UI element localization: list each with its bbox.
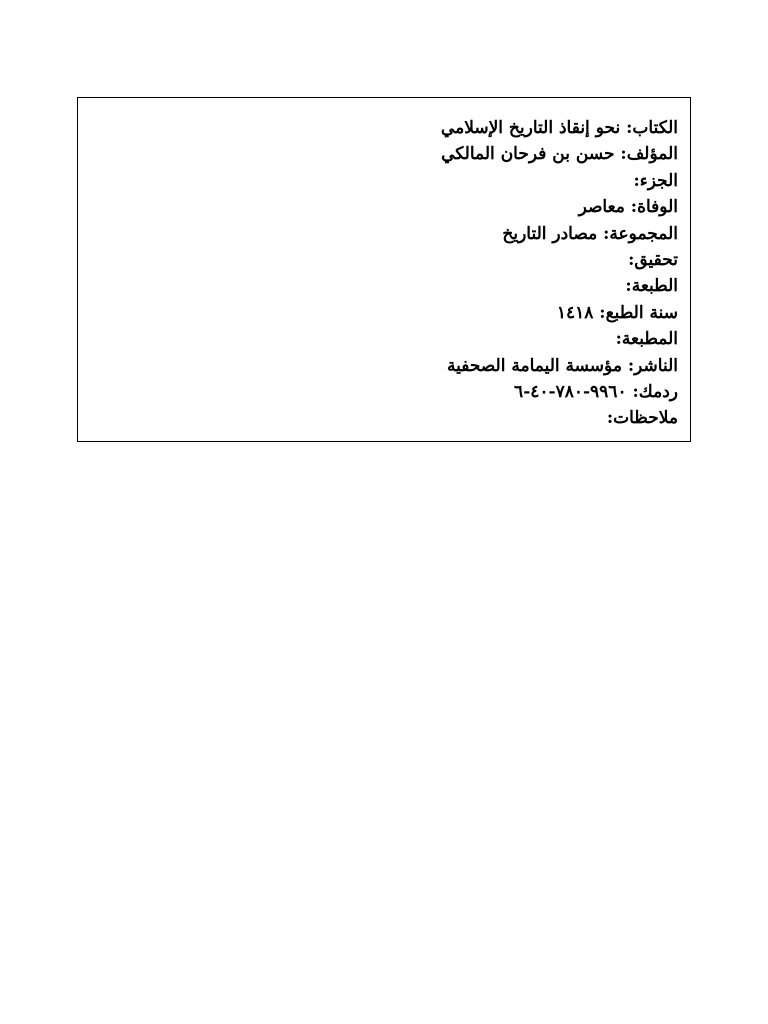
field-volume [441, 168, 678, 194]
field-separator: : [614, 144, 627, 165]
field-label: المطبعة [621, 329, 678, 350]
book-info-card [77, 97, 691, 442]
field-label: الناشر [634, 355, 678, 376]
field-value: مؤسسة اليمامة الصحفية [446, 355, 622, 376]
field-label: سنة الطبع [605, 302, 678, 323]
field-separator: : [628, 249, 635, 270]
field-separator: : [620, 118, 633, 138]
field-separator: : [621, 355, 635, 376]
field-separator: : [625, 276, 632, 297]
field-label: المجموعة [609, 223, 678, 244]
field-press [441, 326, 678, 352]
field-value: ٩٩٦٠-٧٨٠-٤٠-٦ [514, 381, 627, 402]
field-value: ١٤١٨ [556, 302, 594, 323]
field-value: حسن بن فرحان المالكي [441, 144, 615, 165]
field-label: ملاحظات [613, 408, 678, 429]
field-separator: : [597, 223, 610, 244]
field-author [441, 141, 678, 167]
field-separator: : [593, 302, 606, 323]
field-collection [441, 221, 678, 247]
field-label: تحقيق [634, 249, 678, 270]
field-separator: : [615, 329, 622, 350]
field-edition [441, 273, 678, 299]
field-label: الطبعة [631, 276, 678, 297]
field-value: معاصر [578, 197, 625, 218]
field-separator: : [633, 170, 640, 191]
field-isbn [441, 379, 678, 405]
field-separator: : [624, 197, 638, 218]
field-label: الكتاب [632, 118, 678, 138]
field-label: الوفاة [637, 197, 678, 218]
field-value: نحو إنقاذ التاريخ الإسلامي [440, 118, 621, 138]
field-publisher [441, 353, 678, 379]
field-notes [441, 405, 678, 431]
book-info-list [441, 115, 678, 432]
field-label: المؤلف [626, 144, 678, 165]
field-death [441, 194, 678, 220]
field-book-title [441, 115, 678, 141]
field-label: ردمك [638, 381, 678, 402]
field-verification [441, 247, 678, 273]
field-value: مصادر التاريخ [502, 223, 598, 244]
field-separator: : [626, 381, 639, 402]
field-print-year [441, 300, 678, 326]
field-separator: : [606, 408, 614, 429]
field-label: الجزء [639, 170, 678, 191]
